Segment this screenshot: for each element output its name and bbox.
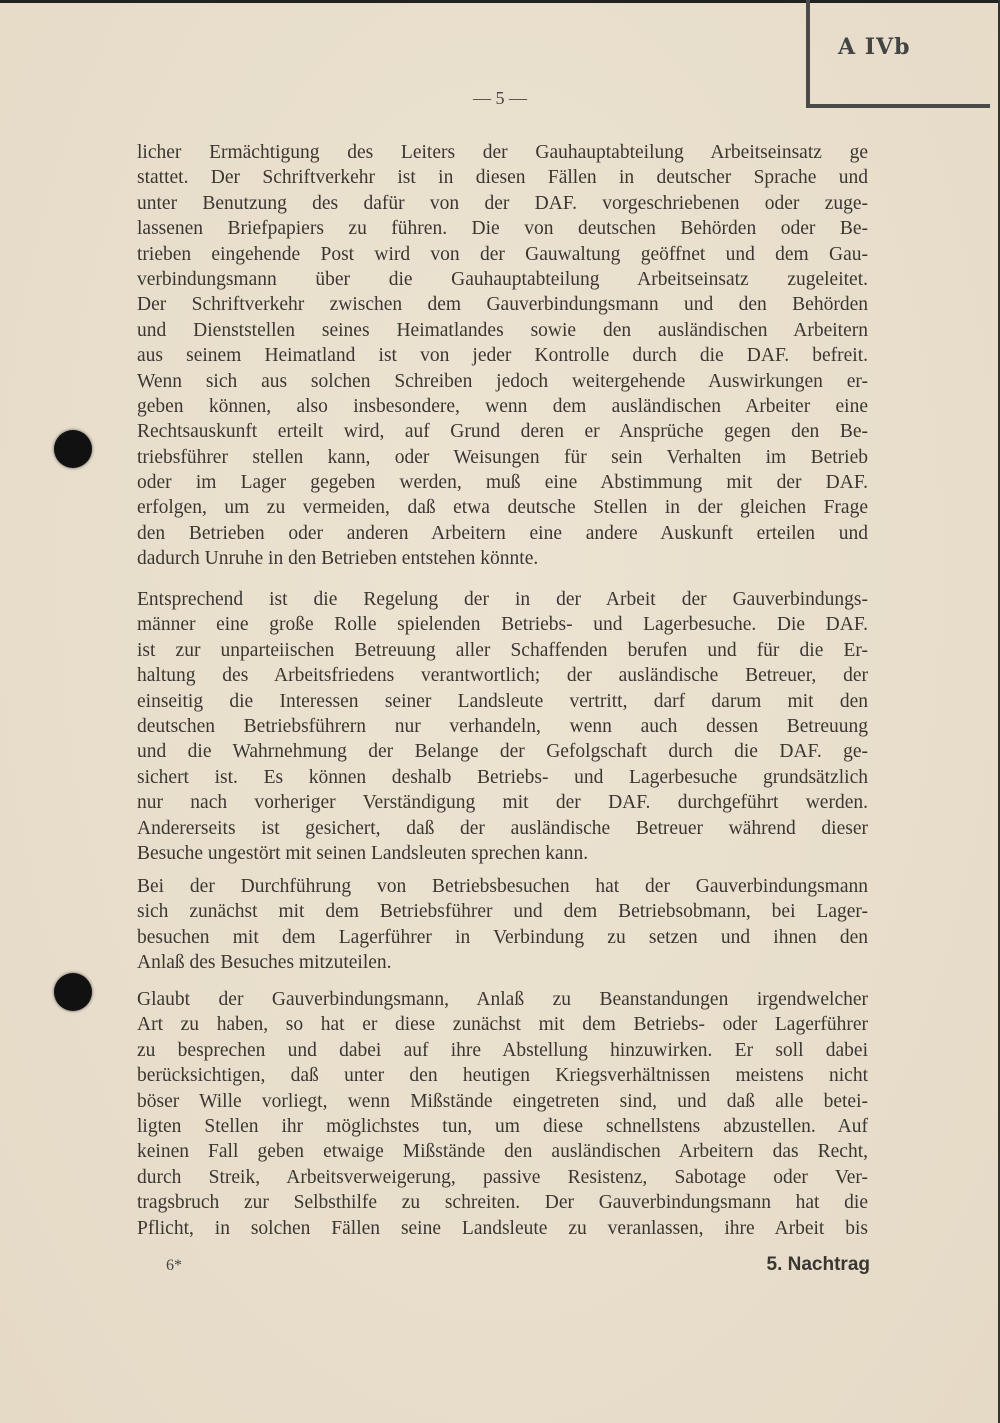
text-line: tragsbruch zur Selbsthilfe zu schreiten. Der Gauverbindungsmann hat die <box>137 1192 868 1214</box>
scan-edge-top <box>0 0 1000 3</box>
text-line: Der Schriftverkehr zwischen dem Gauverbindungsmann und den Behörden <box>137 294 868 316</box>
paragraph-2 <box>137 587 868 866</box>
text-line: Art zu haben, so hat er diese zunächst mit dem Betriebs- oder Lagerführer <box>137 1014 868 1036</box>
text-line: stattet. Der Schriftverkehr ist in diesen Fällen in deutscher Sprache und <box>137 167 868 189</box>
text-line: lassenen Briefpapiers zu führen. Die von deutschen Behörden oder Be- <box>137 218 868 240</box>
text-line: trieben eingehende Post wird von der Gauwaltung geöffnet und dem Gau- <box>137 243 868 265</box>
section-code: A IVb <box>838 34 911 60</box>
text-line: männer eine große Rolle spielenden Betriebs- und Lagerbesuche. Die DAF. <box>137 614 868 636</box>
punch-hole <box>54 973 92 1011</box>
text-line: Bei der Durchführung von Betriebsbesuchen hat der Gauverbindungsmann <box>137 876 868 897</box>
text-line: nur nach vorheriger Verständigung mit der DAF. durchgeführt werden. <box>137 792 868 814</box>
text-line: Anlaß des Besuches mitzuteilen. <box>137 952 392 974</box>
text-line: durch Streik, Arbeitsverweigerung, passive Resistenz, Sabotage oder Ver- <box>137 1166 868 1188</box>
paragraph-4 <box>137 987 868 1241</box>
text-line: haltung des Arbeitsfriedens verantwortlich; der ausländische Betreuer, der <box>137 665 868 687</box>
text-line: ligten Stellen ihr möglichstes tun, um diese schnellstens abzustellen. Auf <box>137 1115 868 1137</box>
text-line: Besuche ungestört mit seinen Landsleuten sprechen kann. <box>137 842 589 864</box>
text-line: Entsprechend ist die Regelung der in der Arbeit der Gauverbindungs- <box>137 589 868 610</box>
text-line: deutschen Betriebsführern nur verhandeln, wenn auch dessen Betreuung <box>137 715 868 737</box>
text-line: keinen Fall geben etwaige Mißstände den ausländischen Arbeitern das Recht, <box>137 1141 868 1163</box>
text-line: Andererseits ist gesichert, daß der ausländische Betreuer während dieser <box>137 817 868 839</box>
text-line: Glaubt der Gauverbindungsmann, Anlaß zu Beanstandungen irgendwelcher <box>137 989 868 1010</box>
text-line: oder im Lager gegeben werden, muß eine Abstimmung mit der DAF. <box>137 472 868 494</box>
text-line: sichert ist. Es können deshalb Betriebs- und Lagerbesuche grundsätzlich <box>137 766 868 788</box>
text-line: berücksichtigen, daß unter den heutigen Kriegsverhältnissen meistens nicht <box>137 1065 868 1087</box>
page-number: — 5 — <box>473 88 527 108</box>
signature-mark: 6* <box>166 1257 182 1274</box>
text-line: und die Wahrnehmung der Belange der Gefolgschaft durch die DAF. ge- <box>137 741 868 763</box>
text-line: dadurch Unruhe in den Betrieben entstehen könnte. <box>137 548 539 570</box>
text-line: unter Benutzung des dafür von der DAF. vorgeschriebenen oder zuge- <box>137 192 868 214</box>
text-line: zu besprechen und dabei auf ihre Abstellung hinzuwirken. Er soll dabei <box>137 1039 868 1061</box>
punch-hole <box>54 430 92 468</box>
text-line: erfolgen, um zu vermeiden, daß etwa deutsche Stellen in der gleichen Frage <box>137 497 868 519</box>
text-line: böser Wille vorliegt, wenn Mißstände eingetreten sind, und daß alle betei- <box>137 1090 868 1112</box>
text-line: besuchen mit dem Lagerführer in Verbindung zu setzen und ihnen den <box>137 926 868 948</box>
text-line: aus seinem Heimatland ist von jeder Kontrolle durch die DAF. befreit. <box>137 345 868 367</box>
text-line: Pflicht, in solchen Fällen seine Landsleute zu veranlassen, ihre Arbeit bis <box>137 1217 868 1239</box>
text-line: und Dienststellen seines Heimatlandes sowie den ausländischen Arbeitern <box>137 319 868 341</box>
text-line: triebsführer stellen kann, oder Weisungen für sein Verhalten im Betrieb <box>137 446 868 468</box>
text-line: den Betrieben oder anderen Arbeitern eine andere Auskunft erteilen und <box>137 522 868 544</box>
text-line: Wenn sich aus solchen Schreiben jedoch weitergehende Auswirkungen er- <box>137 370 868 392</box>
text-line: Rechtsauskunft erteilt wird, auf Grund deren er Ansprüche gegen den Be- <box>137 421 868 443</box>
text-line: sich zunächst mit dem Betriebsführer und dem Betriebsobmann, bei Lager- <box>137 901 868 923</box>
text-line: ist zur unparteiischen Betreuung aller Schaffenden berufen und für die Er- <box>137 639 868 661</box>
supplement-label: 5. Nachtrag <box>766 1254 870 1275</box>
text-line: licher Ermächtigung des Leiters der Gauhauptabteilung Arbeitseinsatz ge <box>137 142 868 163</box>
paragraph-1 <box>137 140 868 572</box>
text-line: geben können, also insbesondere, wenn dem ausländischen Arbeiter eine <box>137 395 868 417</box>
paragraph-3 <box>137 874 868 976</box>
text-line: einseitig die Interessen seiner Landsleute vertritt, darf darum mit den <box>137 690 868 712</box>
text-line: verbindungsmann über die Gauhauptabteilung Arbeitseinsatz zugeleitet. <box>137 268 868 290</box>
